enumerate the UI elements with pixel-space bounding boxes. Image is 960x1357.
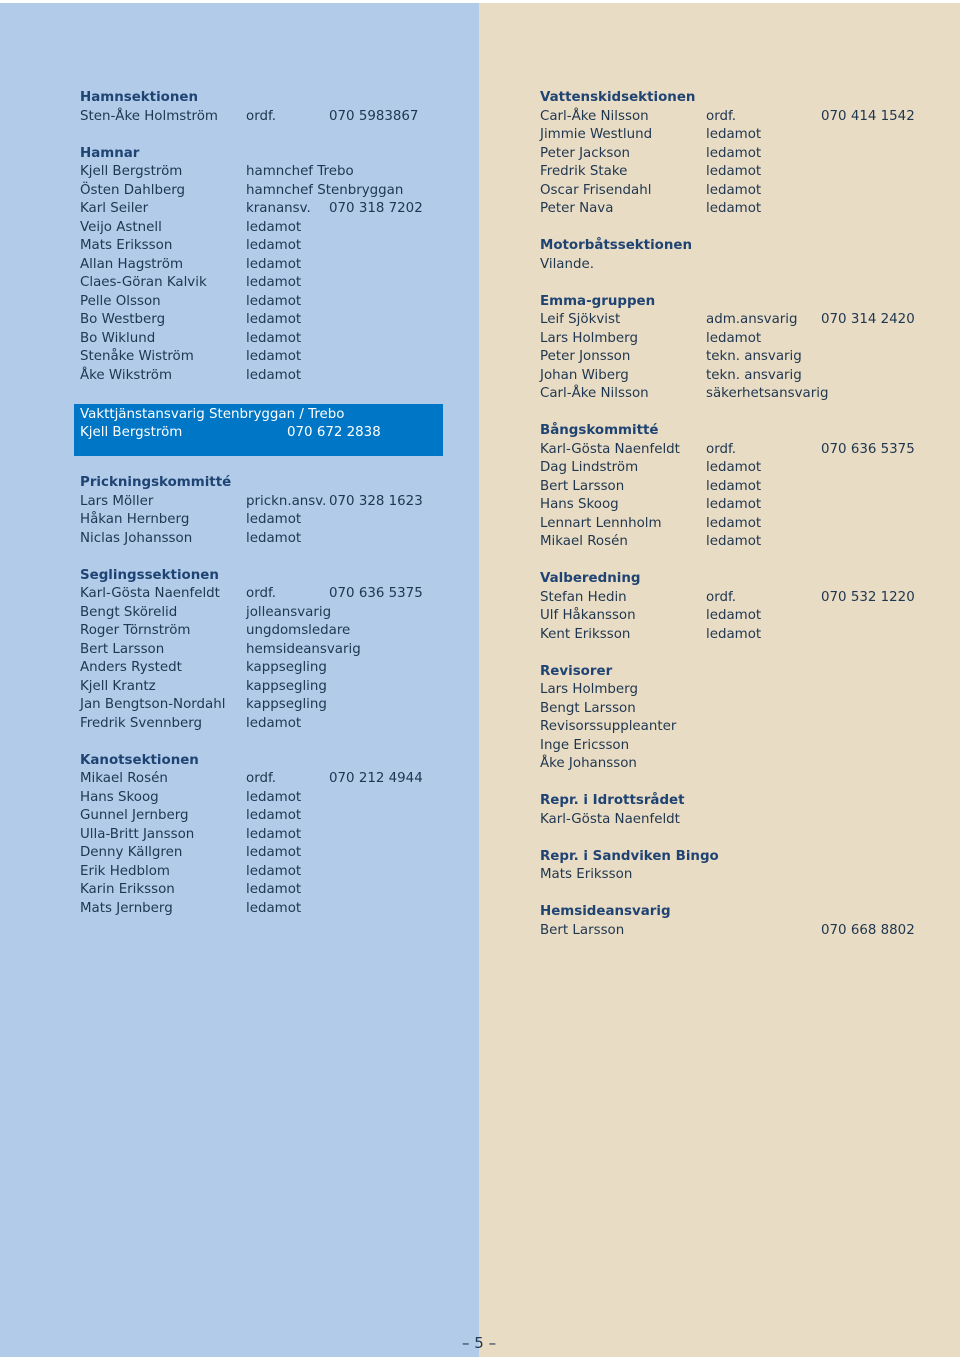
member-name: Jan Bengtson-Nordahl [80, 697, 226, 712]
member-role: ordf. [246, 771, 276, 786]
member-role: ledamot [706, 164, 762, 179]
list-item [80, 530, 460, 549]
list-item [540, 607, 940, 626]
member-role: hamnchef Trebo [246, 164, 354, 179]
member-role: ledamot [246, 808, 302, 823]
member-role: kappsegling [246, 678, 327, 694]
member-name: Karl-Gösta Naenfeldt [80, 586, 220, 601]
list-item [80, 108, 460, 127]
list-item [540, 866, 940, 885]
member-name: Vakttjänstansvarig Stenbryggan / Trebo [80, 406, 345, 422]
member-name: Oscar Frisendahl [540, 182, 652, 198]
member-role: ledamot [246, 349, 302, 364]
member-role: ledamot [706, 497, 762, 512]
list-item [540, 737, 940, 756]
member-name: Åke Johansson [540, 756, 637, 771]
section-emma-gruppen [540, 293, 940, 404]
member-name: Pelle Olsson [80, 293, 161, 309]
member-role: ordf. [706, 589, 736, 605]
member-role: adm.ansvarig [706, 312, 798, 327]
list-item [80, 200, 460, 219]
list-item [540, 330, 940, 349]
member-name: Vilande. [540, 256, 594, 272]
section-repr-i-idrottsradet [540, 792, 940, 829]
list-item [540, 681, 940, 700]
member-name: Lennart Lennholm [540, 515, 662, 531]
list-item [540, 478, 940, 497]
list-item [74, 424, 443, 443]
list-item [540, 718, 940, 737]
section-vattenskidsektionen [540, 89, 940, 219]
member-name: Karl-Gösta Naenfeldt [540, 441, 680, 457]
member-name: Johan Wiberg [540, 367, 629, 383]
member-role: ledamot [706, 608, 762, 623]
member-name: Ulf Håkansson [540, 608, 636, 623]
member-role: ledamot [706, 127, 762, 142]
member-role: ledamot [706, 145, 762, 161]
member-name: Mikael Rosén [540, 534, 628, 549]
list-item [80, 237, 460, 256]
member-role: ledamot [706, 201, 762, 216]
member-phone: 070 636 5375 [329, 586, 423, 601]
member-name: Lars Holmberg [540, 330, 638, 346]
list-item [80, 881, 460, 900]
list-item [80, 696, 460, 715]
list-item [540, 367, 940, 386]
right-column [540, 89, 940, 959]
member-role: ledamot [706, 182, 762, 198]
list-item [540, 311, 940, 330]
member-name: Bert Larsson [540, 478, 625, 494]
list-item [80, 844, 460, 863]
member-name: Claes-Göran Kalvik [80, 275, 207, 290]
list-item [540, 200, 940, 219]
section-revisorer [540, 663, 940, 774]
section-hamnsektionen [80, 89, 460, 126]
member-name: Hans Skoog [80, 789, 159, 805]
member-role: ledamot [246, 238, 302, 253]
list-item [80, 826, 460, 845]
highlight-box [74, 404, 443, 456]
member-name: Mikael Rosén [80, 771, 168, 786]
list-item [74, 406, 443, 425]
list-item [540, 811, 940, 830]
member-name: Bert Larsson [80, 641, 165, 657]
member-role: kappsegling [246, 660, 327, 675]
member-phone: 070 668 8802 [821, 922, 915, 938]
member-name: Mats Eriksson [540, 867, 633, 882]
section-hemsideansvarig [540, 903, 940, 940]
member-name: Inge Ericsson [540, 737, 630, 753]
member-phone: 070 414 1542 [821, 108, 915, 124]
member-phone: 070 5983867 [329, 108, 419, 124]
list-item [540, 441, 940, 460]
member-name: Fredrik Stake [540, 164, 628, 179]
member-role: hemsideansvarig [246, 641, 361, 657]
list-item [80, 256, 460, 275]
member-name: Bengt Larsson [540, 700, 636, 716]
list-item [80, 770, 460, 789]
list-item [80, 293, 460, 312]
member-name: Kjell Krantz [80, 678, 156, 694]
member-name: Östen Dahlberg [80, 182, 185, 198]
list-item [80, 641, 460, 660]
section-heading: Hemsideansvarig [540, 904, 671, 919]
member-name: Peter Jackson [540, 145, 631, 161]
list-item [80, 311, 460, 330]
member-phone: 070 532 1220 [821, 589, 915, 605]
member-name: Denny Källgren [80, 845, 183, 860]
member-name: Kent Eriksson [540, 626, 631, 642]
member-role: ledamot [246, 512, 302, 527]
list-item [80, 863, 460, 882]
member-role: ledamot [246, 367, 302, 383]
section-motorbatssektionen [540, 237, 940, 274]
member-phone: 070 328 1623 [329, 493, 423, 509]
list-item [80, 274, 460, 293]
list-item [540, 496, 940, 515]
section-heading: Hamnar [80, 145, 140, 161]
member-role: jolleansvarig [246, 604, 332, 620]
member-name: Kjell Bergström [80, 164, 183, 179]
list-item [540, 589, 940, 608]
list-item [540, 922, 940, 941]
member-role: ledamot [246, 256, 302, 272]
member-name: Fredrik Svennberg [80, 715, 203, 731]
section-heading: Emma-gruppen [540, 293, 656, 309]
section-bangskommitt [540, 422, 940, 552]
section-heading: Valberedning [540, 571, 641, 586]
member-name: Peter Jonsson [540, 349, 631, 364]
member-name: Mats Eriksson [80, 238, 173, 253]
list-item [540, 700, 940, 719]
section-heading: Prickningskommitté [80, 475, 232, 490]
list-item [80, 182, 460, 201]
member-name: Revisorssuppleanter [540, 719, 677, 734]
list-item [540, 108, 940, 127]
member-role: ledamot [246, 293, 302, 309]
member-name: Veijo Astnell [80, 219, 162, 235]
member-role: säkerhetsansvarig [706, 386, 829, 401]
list-item [80, 367, 460, 386]
member-role: prickn.ansv. [246, 493, 327, 509]
list-item [80, 622, 460, 641]
list-item [80, 511, 460, 530]
member-name: Gunnel Jernberg [80, 808, 189, 823]
list-item [540, 385, 940, 404]
member-name: Bo Wiklund [80, 330, 156, 346]
member-role: ordf. [706, 108, 736, 124]
section-heading: Bångskommitté [540, 423, 659, 438]
list-item [540, 145, 940, 164]
member-role: ledamot [706, 515, 762, 531]
section-heading: Hamnsektionen [80, 90, 199, 105]
section-heading: Vattenskidsektionen [540, 90, 696, 105]
section-prickningskommitt [80, 474, 460, 548]
member-name: Hans Skoog [540, 497, 619, 512]
member-name: Ulla-Britt Jansson [80, 826, 195, 842]
member-role: ordf. [706, 441, 736, 457]
list-item [80, 163, 460, 182]
member-phone: 070 212 4944 [329, 771, 423, 786]
member-phone: 070 672 2838 [287, 425, 381, 440]
list-item [80, 789, 460, 808]
member-name: Carl-Åke Nilsson [540, 108, 649, 124]
member-name: Roger Törnström [80, 623, 191, 638]
member-name: Bert Larsson [540, 922, 625, 938]
member-name: Niclas Johansson [80, 530, 193, 546]
member-role: ledamot [706, 478, 762, 494]
page-number: – 5 – [462, 1334, 497, 1352]
member-role: ledamot [246, 219, 302, 235]
member-name: Kjell Bergström [80, 425, 183, 440]
list-item [540, 348, 940, 367]
list-item [540, 755, 940, 774]
section-valberedning [540, 570, 940, 644]
member-role: ungdomsledare [246, 623, 351, 638]
list-item [540, 515, 940, 534]
section-heading: Seglingssektionen [80, 567, 219, 583]
member-name: Karin Eriksson [80, 882, 175, 897]
list-item [80, 604, 460, 623]
member-name: Sten-Åke Holmström [80, 108, 218, 124]
list-item [540, 533, 940, 552]
member-role: ordf. [246, 586, 276, 601]
list-item [80, 348, 460, 367]
member-phone: 070 636 5375 [821, 441, 915, 457]
member-name: Karl Seiler [80, 201, 149, 216]
section-kanotsektionen [80, 752, 460, 919]
member-role: ledamot [246, 863, 302, 879]
list-item [80, 659, 460, 678]
section-seglingssektionen [80, 567, 460, 734]
member-role: ledamot [706, 460, 762, 475]
section-repr-i-sandviken-bingo [540, 848, 940, 885]
member-role: ledamot [246, 789, 302, 805]
left-column [80, 89, 460, 937]
list-item [80, 715, 460, 734]
member-name: Peter Nava [540, 201, 614, 216]
member-name: Bo Westberg [80, 312, 166, 327]
member-role: kappsegling [246, 697, 327, 712]
member-role: ledamot [246, 530, 302, 546]
list-item [540, 163, 940, 182]
member-role: hamnchef Stenbryggan [246, 182, 404, 198]
list-item [540, 626, 940, 645]
member-name: Åke Wikström [80, 367, 173, 383]
member-name: Bengt Skörelid [80, 604, 178, 620]
member-name: Dag Lindström [540, 460, 639, 475]
member-role: kranansv. [246, 201, 311, 216]
member-role: ledamot [246, 330, 302, 346]
list-item [540, 126, 940, 145]
list-item [80, 493, 460, 512]
member-name: Håkan Hernberg [80, 512, 190, 527]
section-hamnar [80, 145, 460, 386]
list-item [80, 678, 460, 697]
list-item [540, 256, 940, 275]
member-role: ledamot [706, 330, 762, 346]
section-heading: Kanotsektionen [80, 752, 199, 768]
member-role: ledamot [246, 882, 302, 897]
member-phone: 070 318 7202 [329, 201, 423, 216]
section-heading: Repr. i Idrottsrådet [540, 793, 685, 808]
member-name: Stenåke Wiström [80, 349, 194, 364]
section-heading: Revisorer [540, 663, 613, 679]
member-role: ledamot [246, 312, 302, 327]
section-heading: Motorbåtssektionen [540, 238, 693, 253]
member-role: ledamot [246, 275, 302, 290]
member-name: Anders Rystedt [80, 660, 182, 675]
member-role: tekn. ansvarig [706, 349, 802, 364]
list-item [80, 330, 460, 349]
member-role: ledamot [246, 826, 302, 842]
member-role: ledamot [706, 626, 762, 642]
section-heading: Repr. i Sandviken Bingo [540, 848, 719, 864]
member-role: ledamot [706, 534, 762, 549]
list-item [80, 585, 460, 604]
member-phone: 070 314 2420 [821, 312, 915, 327]
member-name: Allan Hagström [80, 256, 183, 272]
member-name: Lars Holmberg [540, 682, 638, 697]
list-item [80, 219, 460, 238]
member-name: Carl-Åke Nilsson [540, 386, 649, 401]
member-name: Leif Sjökvist [540, 312, 621, 327]
member-name: Lars Möller [80, 493, 154, 509]
member-role: ordf. [246, 108, 276, 124]
member-name: Erik Hedblom [80, 863, 170, 879]
member-name: Stefan Hedin [540, 589, 627, 605]
member-role: ledamot [246, 715, 302, 731]
list-item [540, 182, 940, 201]
member-role: tekn. ansvarig [706, 367, 802, 383]
list-item [80, 807, 460, 826]
list-item [540, 459, 940, 478]
member-name: Jimmie Westlund [540, 127, 653, 142]
list-item [80, 900, 460, 919]
member-role: ledamot [246, 845, 302, 860]
member-name: Mats Jernberg [80, 900, 173, 916]
member-name: Karl-Gösta Naenfeldt [540, 811, 680, 827]
member-role: ledamot [246, 900, 302, 916]
